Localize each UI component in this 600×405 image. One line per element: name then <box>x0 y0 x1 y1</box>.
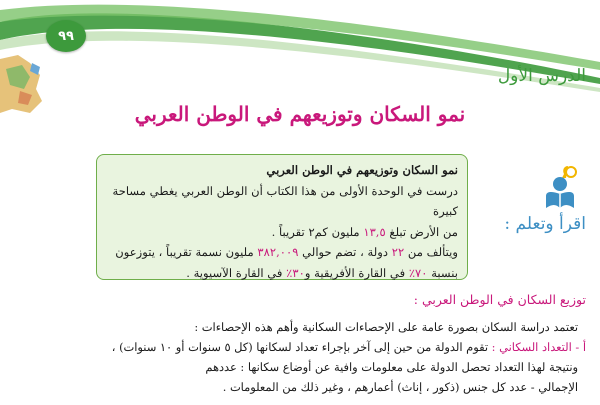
info-box-line-1: درست في الوحدة الأولى من هذا الكتاب أن الوطن العربي يغطي مساحة كبيرة <box>112 183 458 218</box>
section-heading: توزيع السكان في الوطن العربي : <box>413 292 586 307</box>
section-intro: تعتمد دراسة السكان بصورة عامة على الإحصاءات السكانية وأهم هذه الإحصاءات : <box>194 320 578 334</box>
lesson-label: الدرس الأول <box>497 66 586 86</box>
population-value: ٣٨٢,٠٠٩ <box>257 245 299 259</box>
header-swoosh-decoration <box>0 0 600 110</box>
reading-person-icon <box>540 164 584 212</box>
lesson-title: نمو السكان وتوزيعهم في الوطن العربي <box>134 102 466 126</box>
item-a-label: أ - التعداد السكاني : <box>491 340 586 354</box>
read-and-learn-label: اقرأ وتعلم : <box>504 214 586 234</box>
info-box-title: نمو السكان وتوزيعهم في الوطن العربي <box>266 163 458 177</box>
info-box-line-3: ويتألف من ٢٢ دولة ، تضم حوالي ٣٨٢,٠٠٩ مليون نسمة تقريباً ، يتوزعون <box>115 245 458 259</box>
info-box <box>96 154 468 280</box>
item-a-line-2: ونتيجة لهذا التعداد تحصل الدولة على معلومات وافية عن أوضاع سكانها : عددهم <box>205 360 578 374</box>
info-box-line-2: من الأرض تبلغ ١٣,٥ مليون كم٢ تقريباً . <box>271 224 458 239</box>
area-value: ١٣,٥ <box>363 224 386 239</box>
item-a-line-1: أ - التعداد السكاني : تقوم الدولة من حين إلى آخر بإجراء تعداد لسكانها (كل ٥ سنوات أو ١٠ سنوات) ، <box>111 340 586 354</box>
info-box-line-4: بنسبة ٧٠٪ في القارة الأفريقية و٣٠٪ في القارة الآسيوية . <box>186 265 458 280</box>
page-number-badge: ٩٩ <box>46 20 86 52</box>
asia-percentage: ٣٠٪ <box>286 265 305 280</box>
item-a-line-3: الإجمالي - عدد كل جنس (ذكور ، إناث) أعمارهم ، وغير ذلك من المعلومات . <box>222 380 578 394</box>
countries-value: ٢٢ <box>391 245 405 259</box>
africa-percentage: ٧٠٪ <box>408 265 428 280</box>
